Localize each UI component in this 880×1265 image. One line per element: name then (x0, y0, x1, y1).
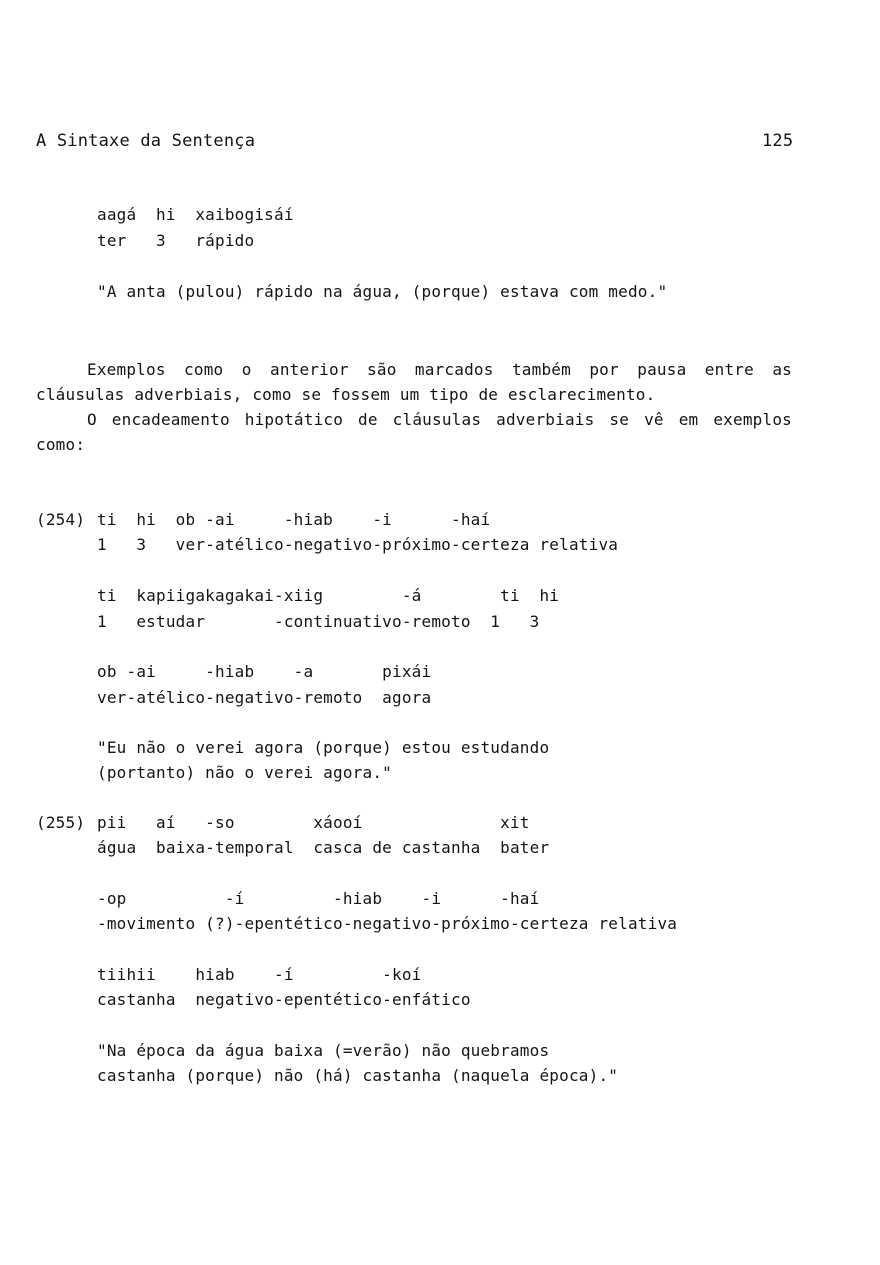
example-gloss-line: ob -ai -hiab -a pixái (97, 662, 432, 681)
page-number: 125 (762, 131, 794, 151)
example-number: (254) (36, 510, 86, 529)
example-translation: "Na época da água baixa (=verão) não quebramos (97, 1041, 550, 1060)
example-gloss-line: pii aí -so xáooí xit (97, 813, 530, 832)
example-translation: (portanto) não o verei agora." (97, 763, 392, 782)
paragraph-line: O encadeamento hipotático de cláusulas adverbiais se vê em exemplos (87, 410, 792, 429)
example-gloss-line: água baixa-temporal casca de castanha bater (97, 838, 550, 857)
example-gloss-line: 1 3 ver-atélico-negativo-próximo-certeza relativa (97, 535, 619, 554)
example-gloss-line: tiihii hiab -í -koí (97, 965, 422, 984)
example-gloss-line: -op -í -hiab -i -haí (97, 889, 540, 908)
example-gloss-line: aagá hi xaibogisáí (97, 205, 294, 224)
example-gloss-line: ver-atélico-negativo-remoto agora (97, 688, 432, 707)
paragraph-line: como: (36, 435, 86, 454)
paragraph-line: cláusulas adverbiais, como se fossem um tipo de esclarecimento. (36, 385, 656, 404)
example-gloss-line: 1 estudar -continuativo-remoto 1 3 (97, 612, 540, 631)
example-gloss-line: ti kapiigakagakai-xiig -á ti hi (97, 586, 560, 605)
example-translation: castanha (porque) não (há) castanha (naquela época)." (97, 1066, 619, 1085)
example-gloss-line: -movimento (?)-epentético-negativo-próximo-certeza relativa (97, 914, 678, 933)
example-gloss-line: ti hi ob -ai -hiab -i -haí (97, 510, 491, 529)
example-gloss-line: castanha negativo-epentético-enfático (97, 990, 471, 1009)
running-header: A Sintaxe da Sentença (36, 131, 256, 151)
example-translation: "A anta (pulou) rápido na água, (porque) estava com medo." (97, 282, 668, 301)
example-translation: "Eu não o verei agora (porque) estou estudando (97, 738, 550, 757)
example-number: (255) (36, 813, 86, 832)
paragraph-line: Exemplos como o anterior são marcados também por pausa entre as (87, 360, 792, 379)
example-gloss-line: ter 3 rápido (97, 231, 255, 250)
